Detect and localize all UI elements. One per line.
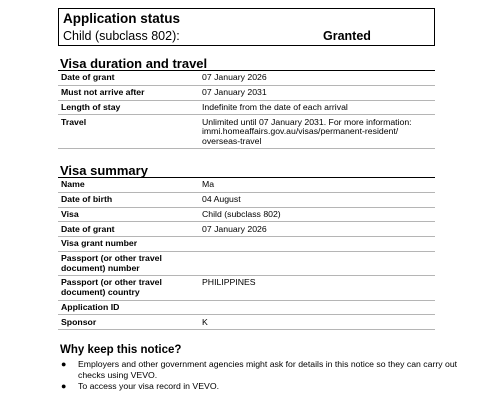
field-value: Ma xyxy=(196,178,435,192)
field-label: Must not arrive after xyxy=(58,85,196,100)
summary-row xyxy=(58,222,435,237)
field-value xyxy=(196,251,435,275)
field-value: 07 January 2026 xyxy=(196,71,435,85)
field-value: K xyxy=(196,315,435,330)
summary-row xyxy=(58,276,435,300)
field-label: Date of grant xyxy=(58,222,196,237)
field-value: 04 August xyxy=(196,192,435,207)
field-label: Name xyxy=(58,178,196,192)
visa-type-label: Child (subclass 802): xyxy=(63,29,180,43)
bullet-text: To access your visa record in VEVO. xyxy=(78,381,219,391)
field-value: Unlimited until 07 January 2031. For more information: immi.homeaffairs.gov.au/visas/permanent-resident/ overseas-travel xyxy=(196,115,435,149)
summary-row xyxy=(58,315,435,330)
field-value: 07 January 2031 xyxy=(196,85,435,100)
bullet-item xyxy=(58,381,458,392)
field-label: Visa xyxy=(58,207,196,222)
summary-row xyxy=(58,237,435,252)
visa-summary-heading: Visa summary xyxy=(60,163,148,178)
bullet-icon: ● xyxy=(61,381,67,391)
field-label: Visa grant number xyxy=(58,237,196,252)
bullet-item xyxy=(58,359,458,380)
summary-row xyxy=(58,207,435,222)
summary-row xyxy=(58,251,435,275)
status-value: Granted xyxy=(323,29,371,43)
field-label: Date of birth xyxy=(58,192,196,207)
summary-row xyxy=(58,178,435,192)
why-keep-list xyxy=(58,359,458,393)
bullet-icon: ● xyxy=(61,359,67,369)
duration-row xyxy=(58,85,435,100)
field-label: Date of grant xyxy=(58,71,196,85)
summary-row xyxy=(58,192,435,207)
field-value: Indefinite from the date of each arrival xyxy=(196,100,435,115)
field-value: Child (subclass 802) xyxy=(196,207,435,222)
duration-row xyxy=(58,71,435,85)
field-label: Application ID xyxy=(58,300,196,315)
field-value xyxy=(196,300,435,315)
field-label: Passport (or other travel document) country xyxy=(58,276,196,300)
application-status-title: Application status xyxy=(63,11,181,26)
duration-row xyxy=(58,100,435,115)
visa-duration-table xyxy=(58,71,435,149)
bullet-text: Employers and other government agencies might ask for details in this notice so they can carry out checks using VEVO. xyxy=(78,359,458,380)
duration-row xyxy=(58,115,435,149)
field-value: 07 January 2026 xyxy=(196,222,435,237)
why-keep-heading: Why keep this notice? xyxy=(60,344,182,356)
application-status-box xyxy=(58,8,435,46)
field-value xyxy=(196,237,435,252)
field-label: Sponsor xyxy=(58,315,196,330)
field-label: Travel xyxy=(58,115,196,149)
field-value: PHILIPPINES xyxy=(196,276,435,300)
visa-summary-table xyxy=(58,178,435,330)
field-label: Passport (or other travel document) number xyxy=(58,251,196,275)
summary-row xyxy=(58,300,435,315)
visa-duration-heading: Visa duration and travel xyxy=(60,56,208,71)
field-label: Length of stay xyxy=(58,100,196,115)
